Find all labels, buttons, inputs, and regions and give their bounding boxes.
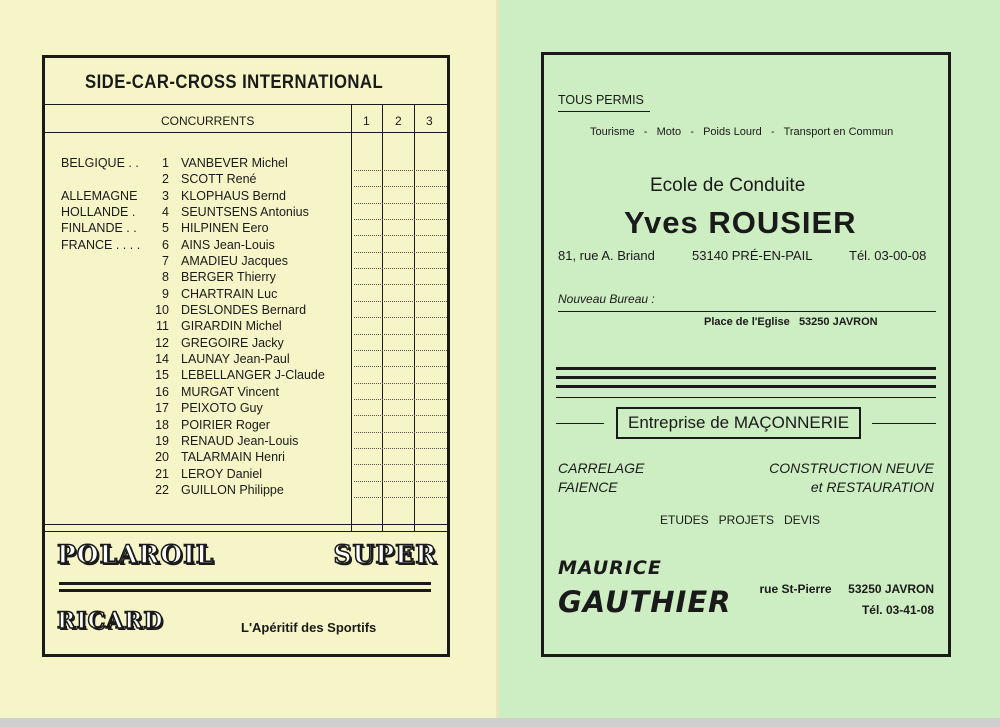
competitor-name: SCOTT René	[181, 172, 257, 187]
super-word: SUPER	[333, 540, 437, 569]
heading-underline	[558, 111, 650, 112]
entry-number: 19	[155, 433, 169, 448]
competitor-name: GUILLON Philippe	[181, 482, 284, 497]
school-street: 81, rue A. Briand	[558, 248, 655, 263]
column-divider	[351, 104, 352, 531]
masonry-title-prefix: Entreprise de	[628, 413, 730, 432]
competitors-header: CONCURRENTS	[161, 114, 255, 128]
score-row-line	[354, 464, 447, 465]
list-item	[61, 335, 351, 351]
list-item	[61, 433, 351, 449]
competitor-name: GREGOIRE Jacky	[181, 335, 284, 350]
ricard-slogan: L'Apéritif des Sportifs	[241, 620, 377, 635]
entry-number: 5	[162, 221, 169, 236]
list-item	[61, 302, 351, 318]
entry-number: 7	[162, 254, 169, 269]
mason-last-name: GAUTHIER	[558, 585, 732, 619]
services-line: Tourisme - Moto - Poids Lourd - Transport en Commun	[590, 126, 894, 138]
list-item	[61, 482, 351, 498]
studies-line: ETUDES PROJETS DEVIS	[660, 513, 821, 527]
competitor-name: BERGER Thierry	[181, 270, 276, 285]
list-item	[61, 384, 351, 400]
competitor-name: RENAUD Jean-Louis	[181, 433, 299, 448]
ads-panel	[541, 52, 951, 657]
ad-separator	[556, 385, 936, 396]
competitor-name: DESLONDES Bernard	[181, 303, 307, 318]
school-town: 53140 PRÉ-EN-PAIL	[692, 248, 813, 263]
title-divider	[45, 104, 447, 105]
score-row-line	[354, 399, 447, 400]
entry-number: 17	[155, 401, 169, 416]
masonry-title-main: MAÇONNERIE	[733, 413, 850, 432]
title-rule	[556, 423, 604, 424]
header-divider	[45, 132, 447, 133]
list-item	[61, 237, 351, 253]
office-address: Place de l'Eglise 53250 JAVRON	[704, 316, 878, 328]
school-title: Ecole de Conduite	[650, 175, 806, 196]
ad-stripe	[59, 582, 431, 585]
list-item	[61, 351, 351, 367]
entry-number: 15	[155, 368, 169, 383]
heat-3-header: 3	[426, 114, 433, 128]
race-title: SIDE-CAR-CROSS INTERNATIONAL	[85, 72, 384, 93]
competitor-name: AMADIEU Jacques	[181, 254, 288, 269]
list-item	[61, 367, 351, 383]
section-divider	[45, 524, 447, 525]
competitor-name: PEIXOTO Guy	[181, 401, 263, 416]
school-owner	[624, 205, 857, 241]
race-entries-panel	[42, 55, 450, 657]
competitor-name: AINS Jean-Louis	[181, 237, 275, 252]
entry-number: 20	[155, 450, 169, 465]
competitor-name: TALARMAIN Henri	[181, 450, 285, 465]
entry-number: 21	[155, 466, 169, 481]
country-label: FINLANDE . .	[61, 221, 137, 236]
entries-list	[61, 155, 351, 498]
list-item	[61, 449, 351, 465]
entry-number: 16	[155, 384, 169, 399]
entry-number: 12	[155, 335, 169, 350]
service-restoration: et RESTAURATION	[810, 479, 934, 495]
list-item	[61, 171, 351, 187]
competitor-name: SEUNTSENS Antonius	[181, 205, 309, 220]
competitor-name: LEBELLANGER J-Claude	[181, 368, 325, 383]
entry-number: 9	[162, 286, 169, 301]
entry-number: 14	[155, 352, 169, 367]
score-row-line	[354, 284, 447, 285]
score-row-line	[354, 268, 447, 269]
entry-number: 1	[162, 156, 169, 170]
competitor-name: VANBEVER Michel	[181, 156, 288, 170]
score-row-line	[354, 219, 447, 220]
score-row-line	[354, 252, 447, 253]
score-row-line	[354, 170, 447, 171]
mason-address: rue St-Pierre 53250 JAVRON	[759, 582, 934, 596]
list-item	[61, 466, 351, 482]
list-item	[61, 204, 351, 220]
score-row-line	[354, 334, 447, 335]
office-underline	[558, 311, 936, 312]
competitor-name: HILPINEN Eero	[181, 221, 269, 236]
entry-number: 18	[155, 417, 169, 432]
entry-number: 8	[162, 270, 169, 285]
ricard-brand: RICARD	[57, 608, 164, 634]
country-label: BELGIQUE . .	[61, 156, 139, 170]
service-construction: CONSTRUCTION NEUVE	[769, 460, 934, 476]
score-row-line	[354, 448, 447, 449]
list-item	[61, 188, 351, 204]
list-item	[61, 253, 351, 269]
entry-number: 4	[162, 205, 169, 220]
list-item	[61, 269, 351, 285]
score-row-line	[354, 366, 447, 367]
entry-number: 6	[162, 237, 169, 252]
polaroil-word: POLAROIL	[57, 540, 215, 569]
competitor-name: GIRARDIN Michel	[181, 319, 282, 334]
heat-2-header: 2	[395, 114, 402, 128]
service-tiling: CARRELAGE	[558, 460, 645, 476]
scan-edge	[0, 718, 1000, 727]
country-label: HOLLANDE .	[61, 205, 136, 220]
country-label: ALLEMAGNE	[61, 188, 138, 203]
entry-number: 11	[156, 319, 169, 334]
score-row-line	[354, 235, 447, 236]
list-item	[61, 318, 351, 334]
masonry-title	[616, 407, 861, 439]
list-item	[61, 417, 351, 433]
owner-last-name: ROUSIER	[708, 205, 857, 240]
score-row-line	[354, 481, 447, 482]
list-item	[61, 400, 351, 416]
service-earthenware: FAIENCE	[558, 479, 618, 495]
entry-number: 3	[162, 188, 169, 203]
list-item	[61, 220, 351, 236]
score-row-line	[354, 497, 447, 498]
section-divider	[45, 531, 447, 532]
mason-phone: Tél. 03-41-08	[861, 603, 934, 617]
left-page	[0, 0, 497, 720]
list-item	[61, 286, 351, 302]
new-office-label: Nouveau Bureau :	[558, 292, 655, 306]
list-item	[61, 155, 351, 171]
polaroil-ad	[57, 540, 437, 569]
ad-separator	[556, 397, 936, 398]
competitor-name: CHARTRAIN Luc	[181, 286, 278, 301]
score-row-line	[354, 203, 447, 204]
entry-number: 10	[155, 303, 169, 318]
ad-separator	[556, 367, 936, 379]
score-row-line	[354, 301, 447, 302]
owner-first-name: Yves	[624, 205, 699, 240]
entry-number: 2	[162, 172, 169, 187]
score-row-line	[354, 432, 447, 433]
score-row-line	[354, 350, 447, 351]
score-row-line	[354, 383, 447, 384]
score-row-line	[354, 317, 447, 318]
title-rule	[872, 423, 936, 424]
competitor-name: POIRIER Roger	[181, 417, 270, 432]
school-phone: Tél. 03-00-08	[849, 248, 927, 263]
score-row-line	[354, 186, 447, 187]
country-label: FRANCE . . . .	[61, 237, 141, 252]
heat-1-header: 1	[363, 114, 370, 128]
ad-stripe	[59, 589, 431, 592]
score-row-line	[354, 415, 447, 416]
mason-first-name: MAURICE	[558, 557, 662, 579]
competitor-name: LAUNAY Jean-Paul	[181, 352, 290, 367]
competitor-name: KLOPHAUS Bernd	[181, 188, 286, 203]
competitor-name: LEROY Daniel	[181, 466, 263, 481]
competitor-name: MURGAT Vincent	[181, 384, 279, 399]
entry-number: 22	[155, 482, 169, 497]
permits-heading: TOUS PERMIS	[558, 93, 644, 107]
